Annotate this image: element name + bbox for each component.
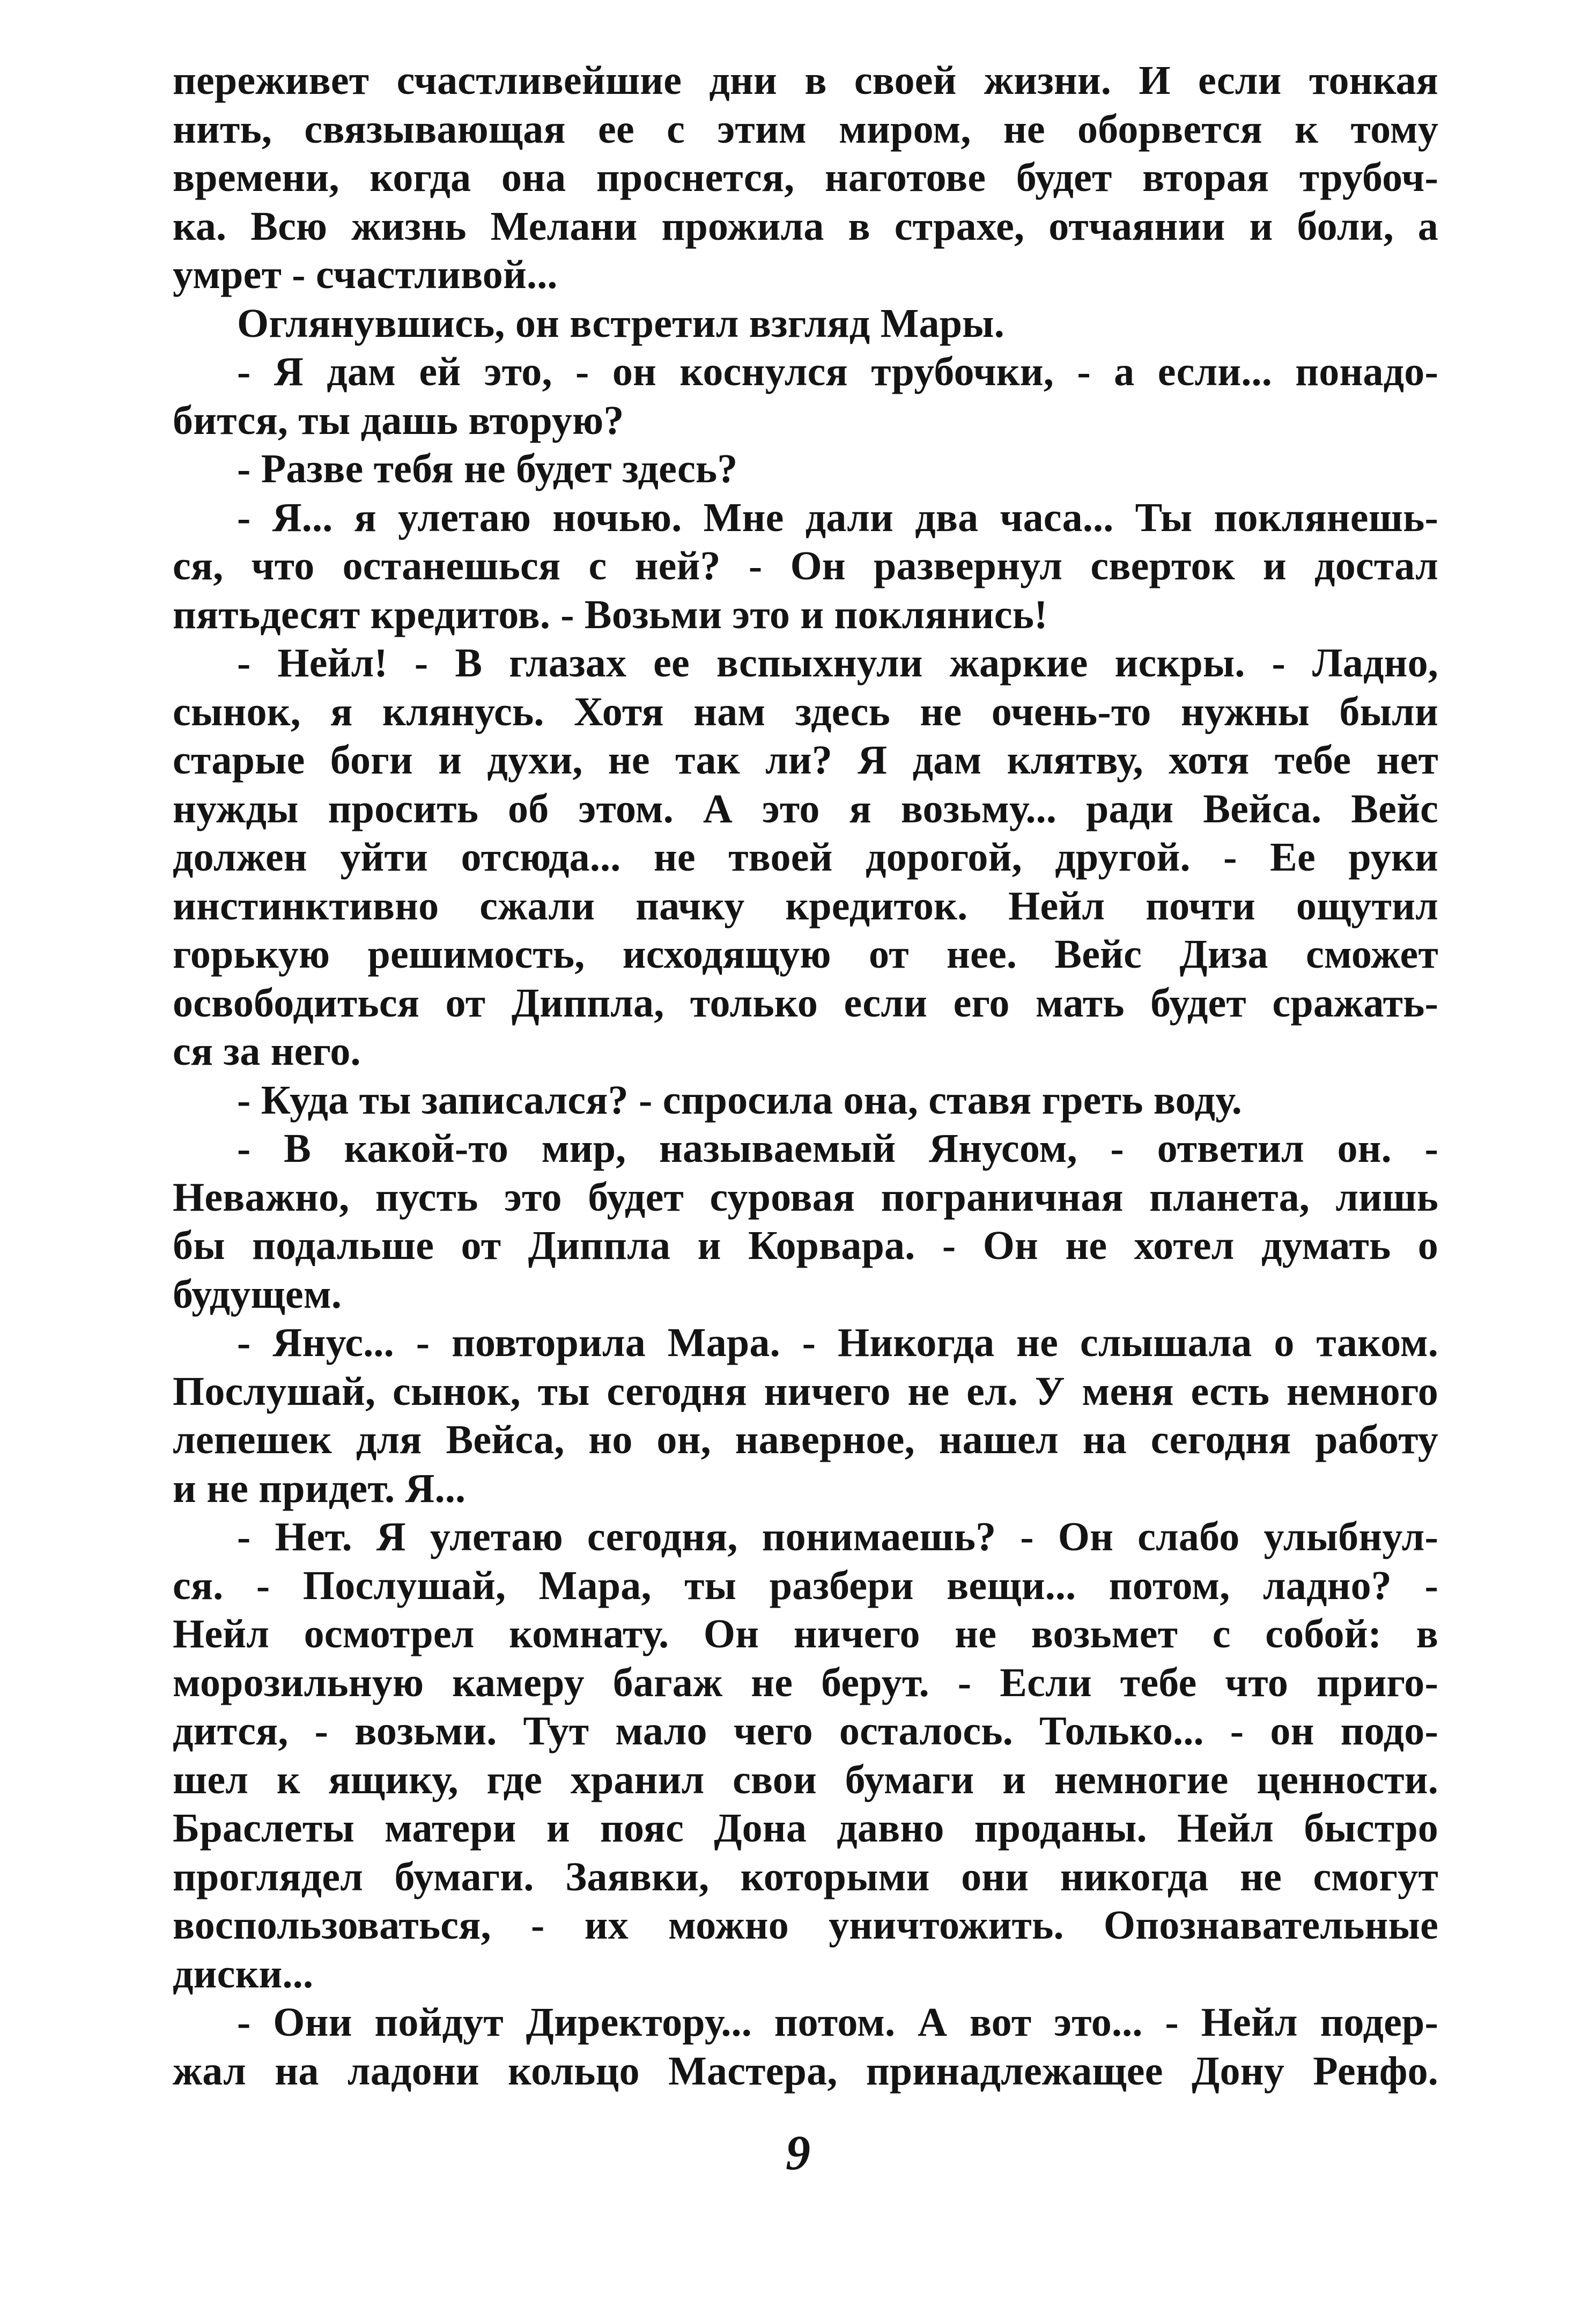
text-line: Нейл осмотрел комнату. Он ничего не возьмет с собой: в — [173, 1611, 1438, 1656]
text-line: жал на ладони кольцо Мастера, принадлежащее Дону Ренфо. — [173, 2048, 1438, 2094]
text-line: воспользоваться, - их можно уничтожить. Опознавательные — [173, 1903, 1438, 1948]
text-line: - Они пойдут Директору... потом. А вот это... - Нейл подер- — [237, 2000, 1438, 2045]
text-line: времени, когда она проснется, наготове будет вторая трубоч- — [173, 155, 1438, 200]
text-line: сынок, я клянусь. Хотя нам здесь не очень-то нужны были — [173, 689, 1438, 734]
text-line: нить, связывающая ее с этим миром, не оборвется к тому — [173, 106, 1438, 152]
text-line: - Куда ты записался? - спросила она, ставя греть воду. — [237, 1077, 1242, 1123]
text-line: будущем. — [173, 1271, 342, 1317]
text-line: Оглянувшись, он встретил взгляд Мары. — [237, 300, 1004, 346]
text-line: - В какой-то мир, называемый Янусом, - ответил он. - — [237, 1126, 1438, 1171]
body-text — [173, 56, 1438, 2095]
text-line: освободиться от Диппла, только если его мать будет сражать- — [173, 980, 1438, 1026]
text-line: пятьдесят кредитов. - Возьми это и поклянись! — [173, 592, 1048, 637]
text-line: проглядел бумаги. Заявки, которыми они никогда не смогут — [173, 1854, 1438, 1899]
text-line: ся за него. — [173, 1029, 361, 1074]
text-line: ка. Всю жизнь Мелани прожила в страхе, отчаянии и боли, а — [173, 203, 1438, 249]
text-line: бится, ты дашь вторую? — [173, 397, 624, 443]
text-line: - Я... я улетаю ночью. Мне дали два часа... Ты поклянешь- — [237, 495, 1438, 540]
text-line: старые боги и духи, не так ли? Я дам клятву, хотя тебе нет — [173, 738, 1438, 783]
text-line: бы подальше от Диппла и Корвара. - Он не хотел думать о — [173, 1223, 1438, 1268]
text-line: нужды просить об этом. А это я возьму... ради Вейса. Вейс — [173, 786, 1438, 831]
text-line: инстинктивно сжали пачку кредиток. Нейл почти ощутил — [173, 883, 1438, 929]
text-line: - Разве тебя не будет здесь? — [237, 446, 738, 491]
text-line: шел к ящику, где хранил свои бумаги и немногие ценности. — [173, 1757, 1438, 1802]
text-line: ся, что останешься с ней? - Он развернул сверток и достал — [173, 543, 1438, 588]
text-line: - Нейл! - В глазах ее вспыхнули жаркие искры. - Ладно, — [237, 640, 1438, 686]
text-line: - Нет. Я улетаю сегодня, понимаешь? - Он слабо улыбнул- — [237, 1514, 1438, 1559]
page-number: 9 — [786, 2125, 810, 2180]
text-line: морозильную камеру багаж не берут. - Если тебе что приго- — [173, 1660, 1438, 1705]
text-line: горькую решимость, исходящую от нее. Вейс Диза сможет — [173, 932, 1438, 977]
text-line: диски... — [173, 1951, 314, 1997]
text-line: должен уйти отсюда... не твоей дорогой, другой. - Ее руки — [173, 835, 1438, 880]
text-line: Браслеты матери и пояс Дона давно проданы. Нейл быстро — [173, 1806, 1438, 1851]
text-line: Неважно, пусть это будет суровая пограничная планета, лишь — [173, 1174, 1438, 1220]
text-line: - Янус... - повторила Мара. - Никогда не слышала о таком. — [237, 1320, 1438, 1365]
text-line: Послушай, сынок, ты сегодня ничего не ел. У меня есть немного — [173, 1368, 1438, 1414]
text-line: ся. - Послушай, Мара, ты разбери вещи... потом, ладно? - — [173, 1563, 1438, 1608]
text-line: переживет счастливейшие дни в своей жизни. И если тонкая — [173, 58, 1438, 103]
text-line: умрет - счастливой... — [173, 252, 558, 297]
text-line: и не придет. Я... — [173, 1465, 466, 1511]
text-line: лепешек для Вейса, но он, наверное, нашел на сегодня работу — [173, 1417, 1438, 1462]
text-line: - Я дам ей это, - он коснулся трубочки, - а если... понадо- — [237, 349, 1438, 394]
text-line: дится, - возьми. Тут мало чего осталось. Только... - он подо- — [173, 1708, 1438, 1754]
